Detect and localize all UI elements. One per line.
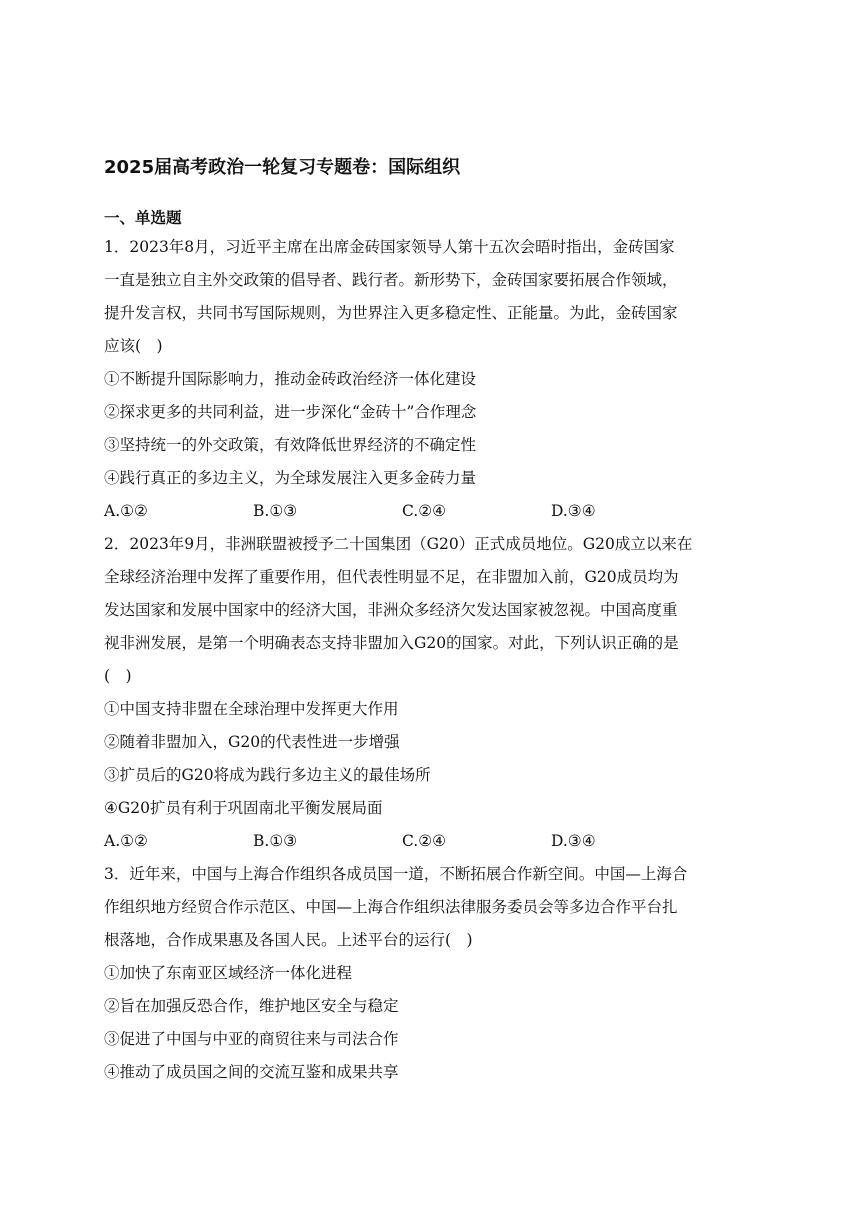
- question-stem-line: 2．2023年9月，非洲联盟被授予二十国集团（G20）正式成员地位。G20成立以来在: [104, 535, 693, 553]
- statement-4: ④践行真正的多边主义，为全球发展注入更多金砖力量: [104, 469, 477, 487]
- question-stem-line: 全球经济治理中发挥了重要作用，但代表性明显不足，在非盟加入前，G20成员均为: [104, 568, 679, 586]
- section-heading: 一、单选题: [104, 209, 182, 227]
- statement-4: ④G20扩员有利于巩固南北平衡发展局面: [104, 799, 383, 817]
- statement-1: ①加快了东南亚区域经济一体化进程: [104, 964, 353, 982]
- page-title: 2025届高考政治一轮复习专题卷：国际组织: [104, 157, 461, 178]
- question-stem-line: 提升发言权，共同书写国际规则，为世界注入更多稳定性、正能量。为此，金砖国家: [104, 304, 678, 322]
- statement-2: ②探求更多的共同利益，进一步深化“金砖十”合作理念: [104, 403, 477, 421]
- question-stem-line: 一直是独立自主外交政策的倡导者、践行者。新形势下，金砖国家要拓展合作领域，: [104, 271, 678, 289]
- statement-3: ③促进了中国与中亚的商贸往来与司法合作: [104, 1030, 399, 1048]
- option-c[interactable]: C.②④: [402, 832, 447, 850]
- statement-1: ①中国支持非盟在全球治理中发挥更大作用: [104, 700, 399, 718]
- question-stem-line: 根落地，合作成果惠及各国人民。上述平台的运行( ): [104, 931, 473, 949]
- question-stem-line: 发达国家和发展中国家中的经济大国，非洲众多经济欠发达国家被忽视。中国高度重: [104, 601, 678, 619]
- question-1: [104, 231, 759, 528]
- statement-2: ②旨在加强反恐合作，维护地区安全与稳定: [104, 997, 399, 1015]
- question-stem-line: ( ): [104, 667, 132, 685]
- statement-1: ①不断提升国际影响力，推动金砖政治经济一体化建设: [104, 370, 477, 388]
- question-stem-line: 1．2023年8月，习近平主席在出席金砖国家领导人第十五次会晤时指出，金砖国家: [104, 238, 675, 256]
- statement-3: ③坚持统一的外交政策，有效降低世界经济的不确定性: [104, 436, 477, 454]
- option-b[interactable]: B.①③: [253, 502, 298, 520]
- statement-2: ②随着非盟加入，G20的代表性进一步增强: [104, 733, 400, 751]
- question-list: [104, 231, 759, 1089]
- statement-3: ③扩员后的G20将成为践行多边主义的最佳场所: [104, 766, 431, 784]
- option-d[interactable]: D.③④: [551, 502, 596, 520]
- question-3: [104, 858, 759, 1089]
- option-c[interactable]: C.②④: [402, 502, 447, 520]
- question-stem-line: 作组织地方经贸合作示范区、中国—上海合作组织法律服务委员会等多边合作平台扎: [104, 898, 678, 916]
- answer-options: [104, 495, 759, 528]
- question-2: [104, 528, 759, 858]
- answer-options: [104, 825, 759, 858]
- option-d[interactable]: D.③④: [551, 832, 596, 850]
- option-a[interactable]: A.①②: [104, 502, 148, 520]
- question-stem-line: 应该( ): [104, 337, 163, 355]
- question-stem-line: 视非洲发展，是第一个明确表态支持非盟加入G20的国家。对此，下列认识正确的是: [104, 634, 679, 652]
- statement-4: ④推动了成员国之间的交流互鉴和成果共享: [104, 1063, 399, 1081]
- option-b[interactable]: B.①③: [253, 832, 298, 850]
- option-a[interactable]: A.①②: [104, 832, 148, 850]
- question-stem-line: 3．近年来，中国与上海合作组织各成员国一道，不断拓展合作新空间。中国—上海合: [104, 865, 688, 883]
